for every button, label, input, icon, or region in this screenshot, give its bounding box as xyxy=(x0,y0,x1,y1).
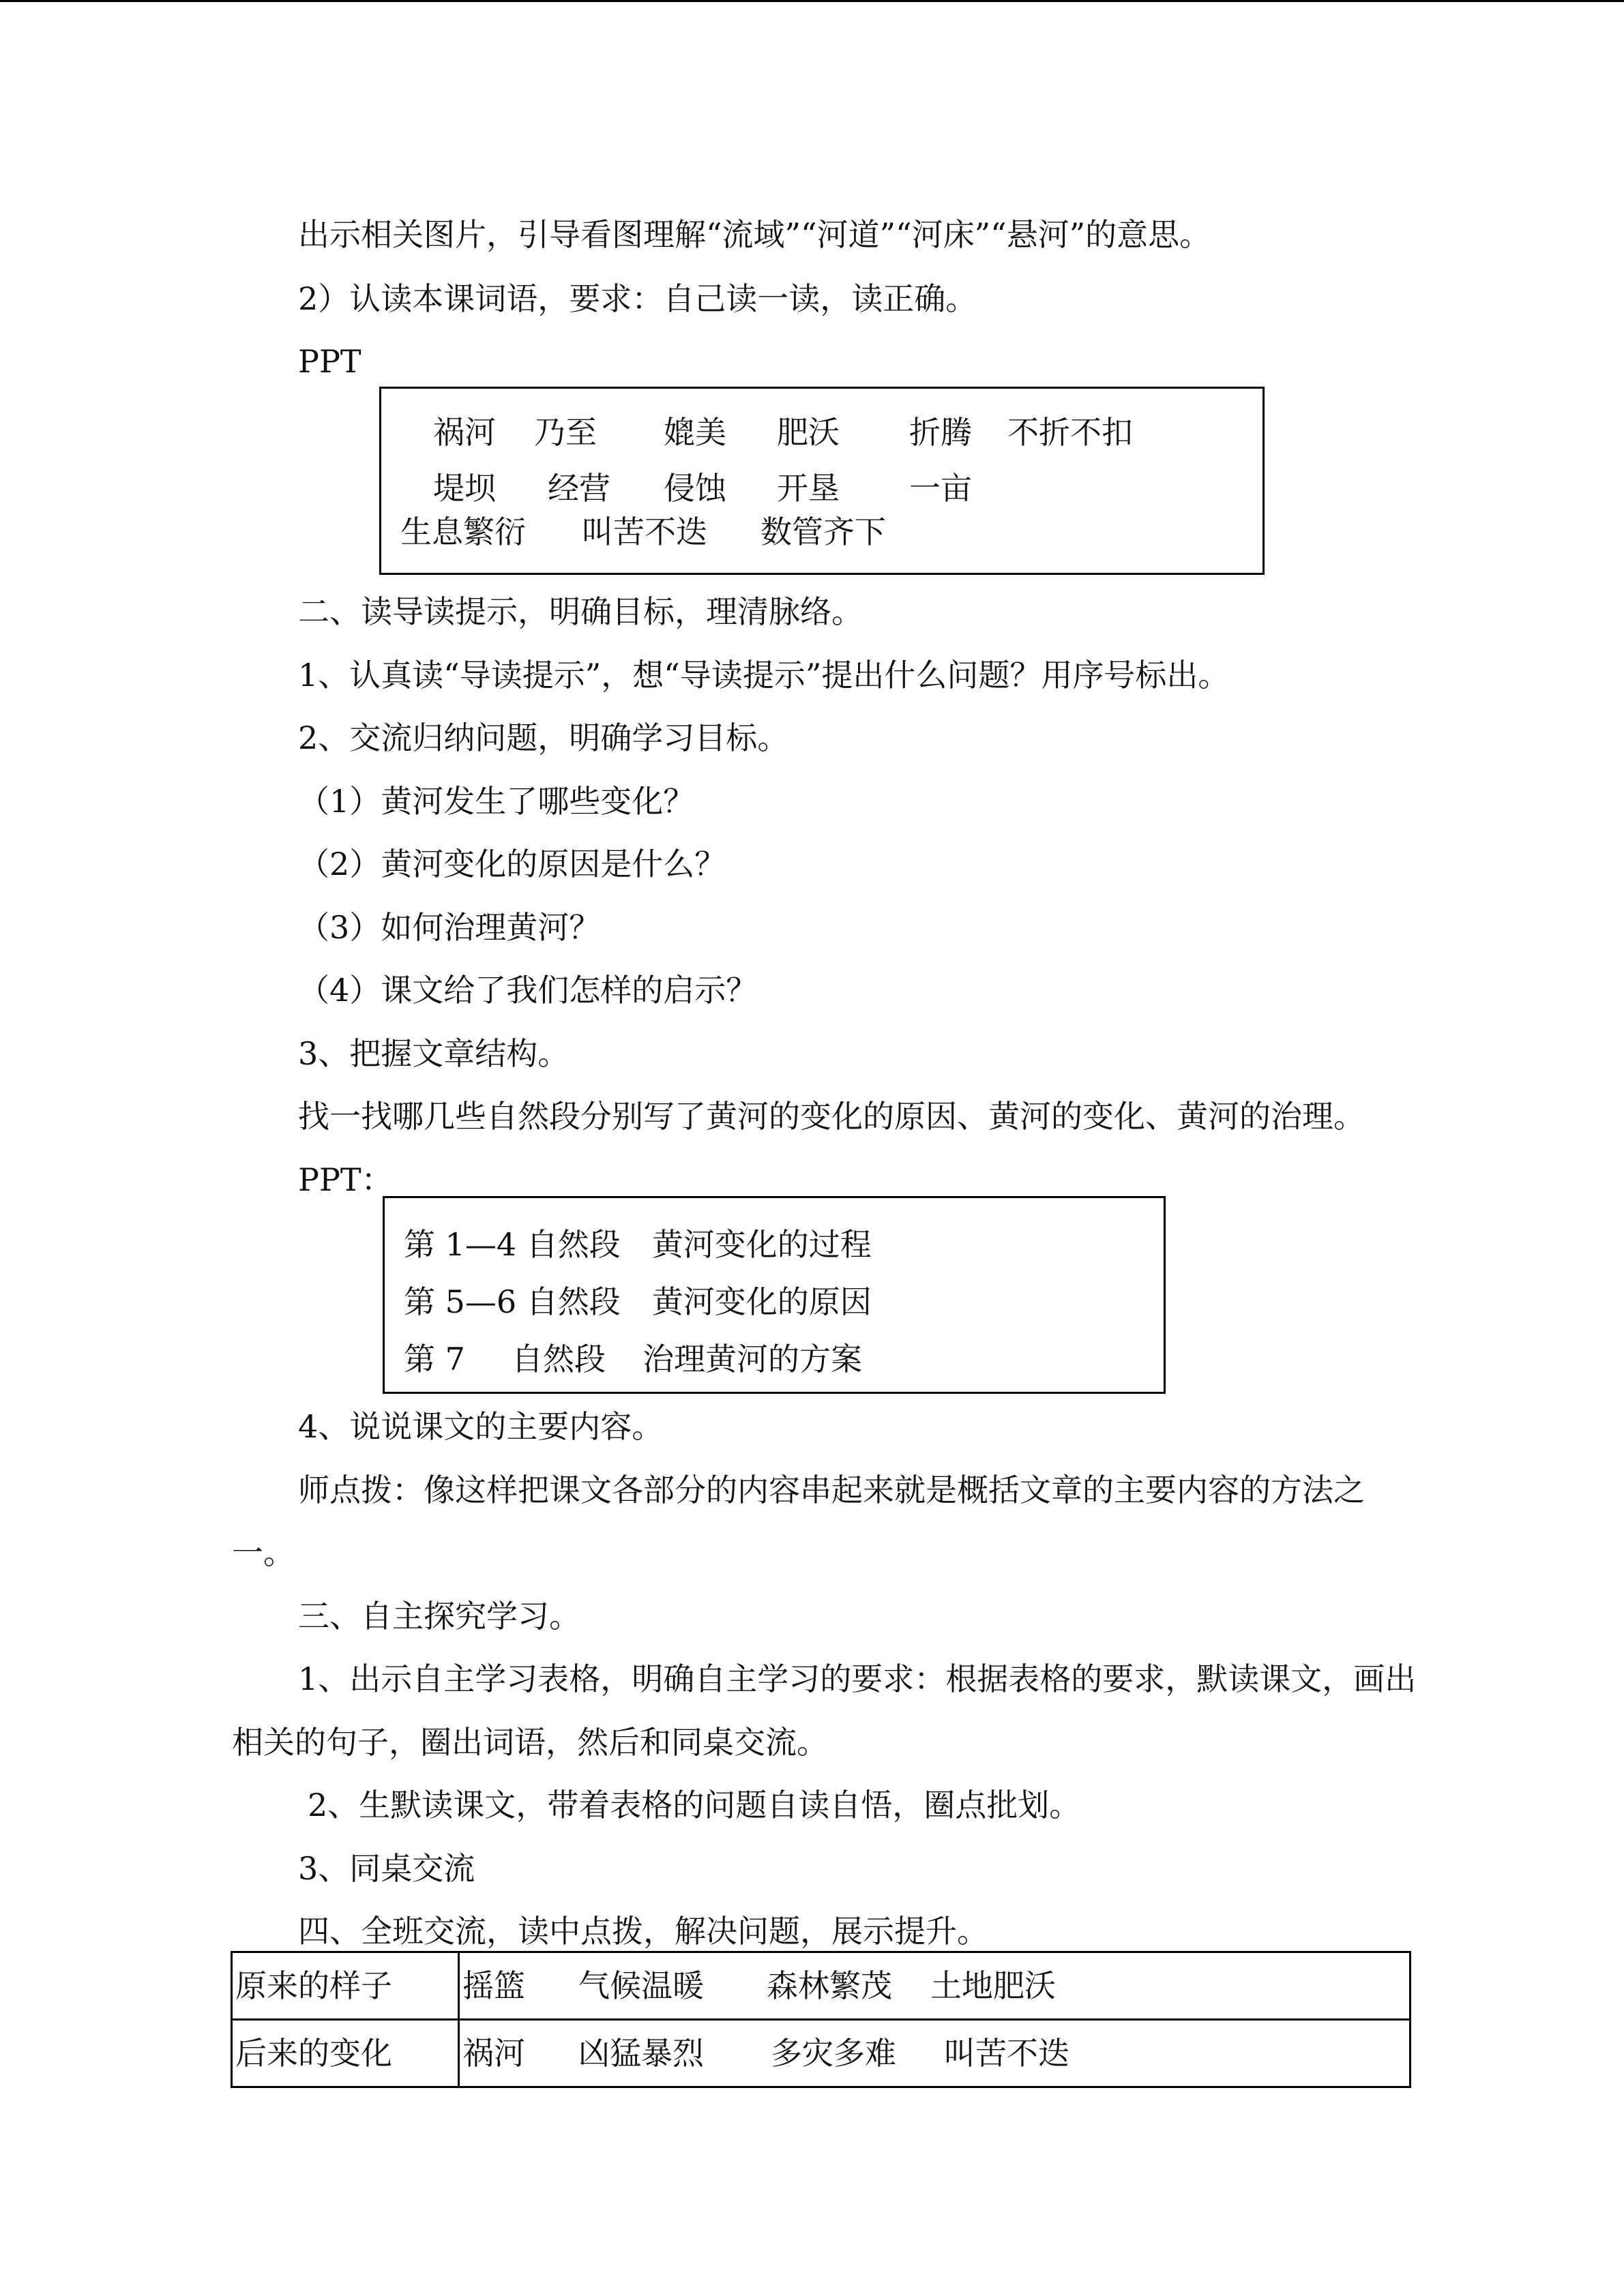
vocab-word: 叫苦不迭 xyxy=(582,513,707,550)
question-item: （4）课文给了我们怎样的启示？ xyxy=(298,972,758,1009)
vocabulary-box xyxy=(379,387,1265,575)
table-row-words xyxy=(459,1952,1411,2020)
vocab-word: 经营 xyxy=(548,470,610,507)
vocab-word: 媲美 xyxy=(664,414,726,451)
table-row xyxy=(232,1952,1411,2020)
paragraph-line: 出示相关图片，引导看图理解“流域”“河道”“河床”“悬河”的意思。 xyxy=(298,216,1211,253)
table-word: 气候温暖 xyxy=(578,1967,704,2004)
paragraph-line: 找一找哪几些自然段分别写了黄河的变化的原因、黄河的变化、黄河的治理。 xyxy=(298,1098,1365,1135)
vocab-word: 开垦 xyxy=(777,470,840,507)
paragraph-line: 4、说说课文的主要内容。 xyxy=(298,1408,664,1445)
vocab-word: 生息繁衍 xyxy=(400,513,526,550)
table-row-label: 后来的变化 xyxy=(232,2020,459,2087)
change-table xyxy=(231,1951,1411,2088)
vocab-word: 数管齐下 xyxy=(761,513,886,550)
paragraph-line: 2、生默读课文，带着表格的问题自读自悟，圈点批划。 xyxy=(308,1787,1081,1823)
page-top-border xyxy=(0,0,1624,2)
vocab-word: 祸河 xyxy=(433,414,496,451)
table-word: 多灾多难 xyxy=(771,2035,896,2072)
vocab-word: 一亩 xyxy=(909,470,972,507)
paragraph-line: 一。 xyxy=(232,1534,295,1571)
table-word: 叫苦不迭 xyxy=(944,2035,1069,2072)
table-row-label: 原来的样子 xyxy=(232,1952,459,2020)
table-row xyxy=(232,2020,1411,2087)
question-item: （1）黄河发生了哪些变化？ xyxy=(298,783,695,820)
structure-line: 第 5—6 自然段 黄河变化的原因 xyxy=(404,1283,872,1320)
paragraph-line: 3、同桌交流 xyxy=(298,1850,475,1887)
paragraph-line: PPT xyxy=(298,343,361,380)
vocab-word: 侵蚀 xyxy=(664,470,726,507)
paragraph-line: 1、出示自主学习表格，明确自主学习的要求：根据表格的要求，默读课文，画出 xyxy=(298,1660,1417,1697)
vocab-word: 折腾 xyxy=(909,414,972,451)
structure-line: 第 7 xyxy=(404,1341,465,1377)
vocab-word: 堤坝 xyxy=(433,470,496,507)
section-heading: 三、自主探究学习。 xyxy=(298,1598,580,1635)
table-row-words xyxy=(459,2020,1411,2087)
paragraph-line: 1、认真读“导读提示”，想“导读提示”提出什么问题？用序号标出。 xyxy=(298,657,1230,694)
question-item: （3）如何治理黄河？ xyxy=(298,909,601,946)
question-item: （2）黄河变化的原因是什么？ xyxy=(298,846,726,882)
vocab-word: 肥沃 xyxy=(777,414,840,451)
paragraph-line: 师点拨：像这样把课文各部分的内容串起来就是概括文章的主要内容的方法之 xyxy=(298,1472,1365,1508)
paragraph-line: 3、把握文章结构。 xyxy=(298,1035,570,1072)
table-word: 森林繁茂 xyxy=(767,1967,892,2004)
table-word: 祸河 xyxy=(462,2035,525,2072)
table-word: 土地肥沃 xyxy=(930,1967,1056,2004)
structure-line: 自然段 xyxy=(512,1341,606,1377)
structure-line: 第 1—4 自然段 黄河变化的过程 xyxy=(404,1226,872,1263)
paragraph-line: PPT： xyxy=(298,1161,393,1198)
table-word: 凶猛暴烈 xyxy=(578,2035,704,2072)
table-word: 摇篮 xyxy=(462,1967,525,2004)
section-heading: 四、全班交流，读中点拨，解决问题，展示提升。 xyxy=(298,1913,988,1950)
section-heading: 二、读导读提示，明确目标，理清脉络。 xyxy=(298,593,863,630)
paragraph-line: 2）认读本课词语，要求：自己读一读，读正确。 xyxy=(298,280,977,317)
structure-line: 治理黄河的方案 xyxy=(643,1341,862,1377)
paragraph-line: 2、交流归纳问题，明确学习目标。 xyxy=(298,719,789,756)
paragraph-line: 相关的句子，圈出词语，然后和同桌交流。 xyxy=(232,1724,828,1761)
structure-box xyxy=(383,1196,1166,1394)
vocab-word: 乃至 xyxy=(534,414,597,451)
vocab-word: 不折不扣 xyxy=(1007,414,1133,451)
